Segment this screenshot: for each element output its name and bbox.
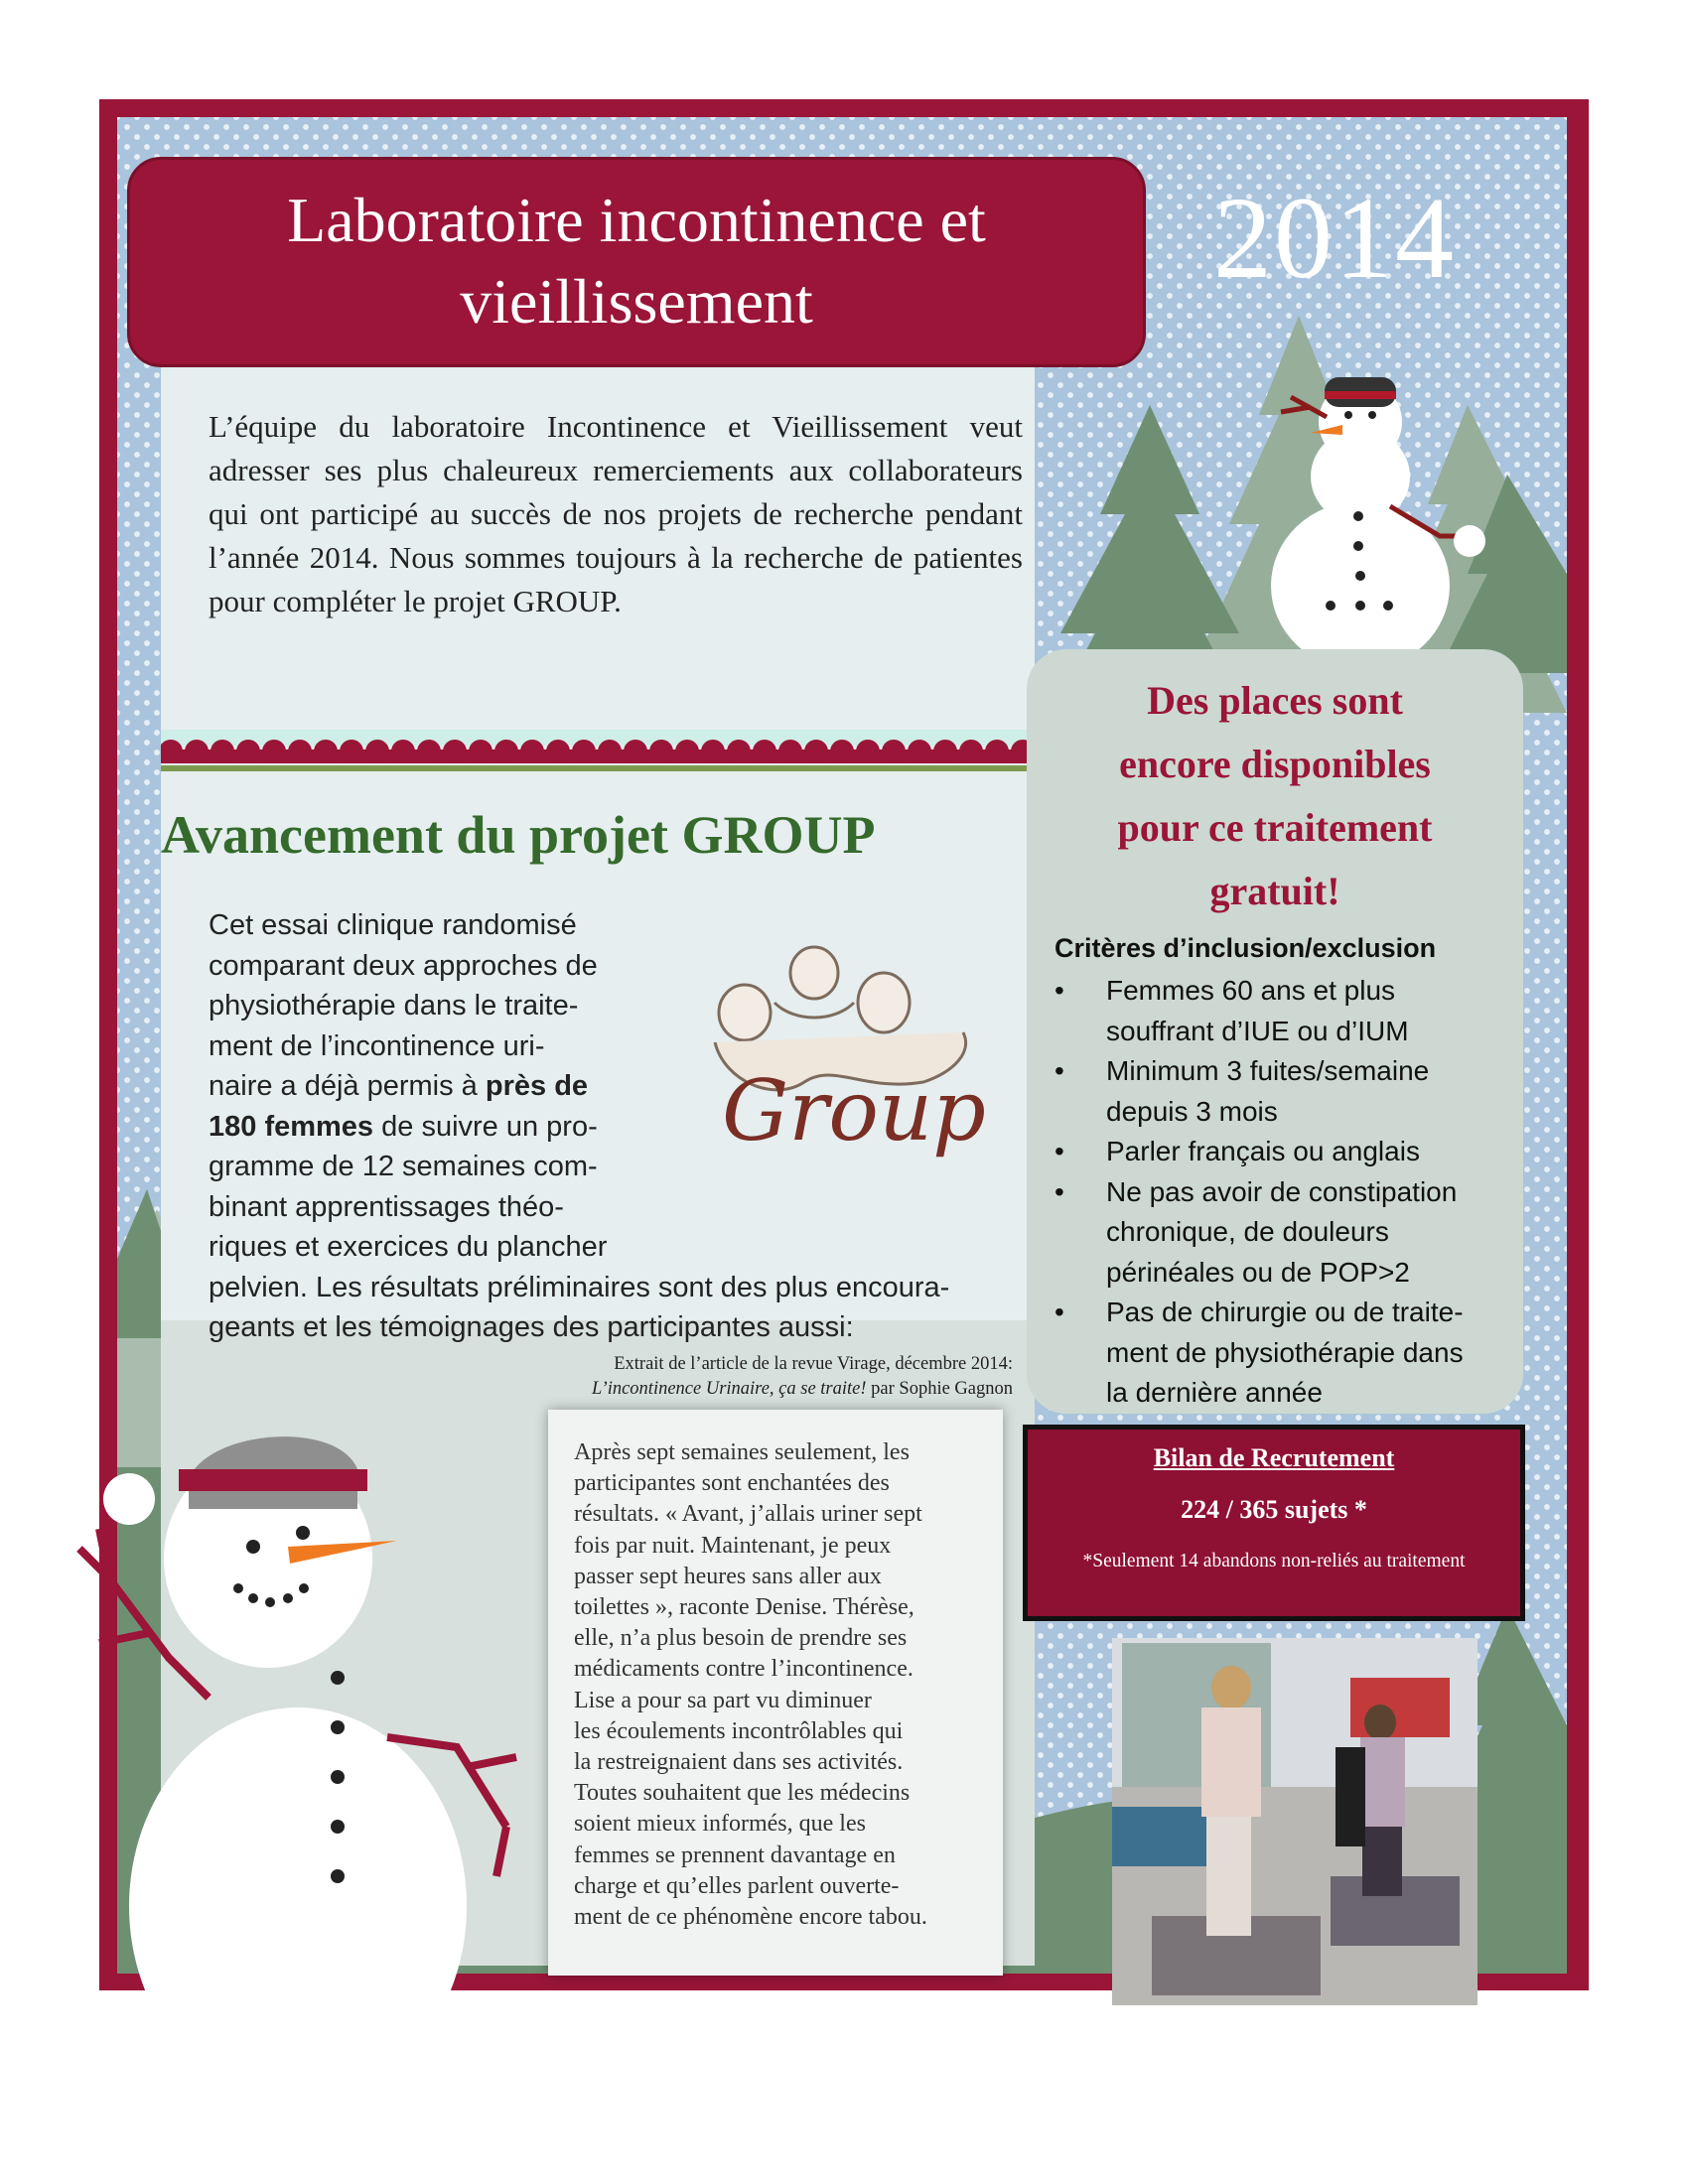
quote-line: Après sept semaines seulement, les: [574, 1439, 910, 1465]
recruitment-note: *Seulement 14 abandons non-reliés au traitement: [1082, 1551, 1466, 1571]
ribbon-scallop: [288, 740, 312, 763]
criteria-line: Minimum 3 fuites/semaine: [1106, 1055, 1430, 1086]
places-heading: [1027, 669, 1523, 923]
criteria-line: chronique, de douleurs: [1106, 1216, 1389, 1247]
extract-source: Extrait de l’article de la revue Virage, décembre 2014:: [614, 1354, 1013, 1374]
quote-line: charge et qu’elles parlent ouverte-: [574, 1872, 900, 1899]
recruitment-count: 224 / 365 sujets *: [1181, 1495, 1367, 1524]
recruitment-title: Bilan de Recrutement: [1153, 1443, 1395, 1472]
bullet: •: [1055, 1297, 1064, 1327]
ribbon-scallop: [391, 740, 415, 763]
quote-text: [574, 1437, 981, 1933]
ribbon-scallop: [985, 740, 1009, 763]
intro-paragraph: L’équipe du laboratoire Incontinence et Vieillissement veut adresser ses plus chaleureux remerciements aux collaborateurs qui ont participé au succès de nos projets de recherche pendant l’année 2014. Nous sommes toujours à la recherche de patientes pour compléter le projet GROUP.: [209, 409, 1023, 618]
section-body: [209, 905, 1025, 1348]
title-line-1: Laboratoire incontinence et: [287, 185, 986, 255]
body-line: geants et les témoignages des participantes aussi:: [209, 1311, 854, 1343]
criteria-line: Ne pas avoir de constipation: [1106, 1175, 1458, 1207]
body-line: comparant deux approches de: [209, 949, 598, 982]
extract-title: L’incontinence Urinaire, ça se traite!: [591, 1379, 867, 1399]
quote-line: les écoulements incontrôlables qui: [574, 1717, 904, 1744]
ribbon-scallop: [908, 740, 931, 763]
quote-line: Lise a pour sa part vu diminuer: [574, 1687, 872, 1713]
year-label: 2014: [1213, 173, 1456, 303]
quote-line: participantes sont enchantées des: [574, 1470, 890, 1497]
ribbon-scallop: [546, 740, 570, 763]
snowman-top-icon: [1231, 377, 1549, 655]
criteria-line: Femmes 60 ans et plus: [1106, 975, 1396, 1006]
ribbon-scallop: [340, 740, 363, 763]
ribbon-scallop: [649, 740, 673, 763]
body-bold: près de: [485, 1070, 589, 1102]
bullet: •: [1055, 1055, 1064, 1086]
ribbon-scallop: [211, 740, 234, 763]
body-line: [209, 1066, 1025, 1107]
ribbon-scallop: [417, 740, 441, 763]
criteria-line: ment de physiothérapie dans: [1106, 1336, 1464, 1368]
ribbon-scallop: [443, 740, 467, 763]
ribbon-scallop: [494, 740, 518, 763]
bullet: •: [1055, 975, 1064, 1006]
ribbon-scallop: [933, 740, 957, 763]
quote-line: ment de ce phénomène encore tabou.: [574, 1904, 927, 1931]
ribbon-scallop: [882, 740, 906, 763]
body-line: Cet essai clinique randomisé: [209, 909, 577, 941]
ribbon-scallop: [701, 740, 725, 763]
ribbon-scallop: [753, 740, 776, 763]
extract-title-line: [516, 1377, 1013, 1402]
body-line: physiothérapie dans le traite-: [209, 990, 579, 1022]
body-line: [209, 1107, 1025, 1148]
decorative-ribbon: [161, 730, 1035, 777]
criteria-item: [1055, 1293, 1521, 1414]
ribbon-scallop: [804, 740, 828, 763]
quote-line: passer sept heures sans aller aux: [574, 1563, 882, 1589]
ribbon-scallop: [236, 740, 260, 763]
quote-line: médicaments contre l’incontinence.: [574, 1656, 914, 1683]
ribbon-scallop: [572, 740, 596, 763]
criteria-line: Parler français ou anglais: [1106, 1136, 1420, 1166]
body-bold: 180 femmes: [209, 1110, 374, 1143]
group-logo-text: Group: [722, 1062, 986, 1160]
body-line: binant apprentissages théo-: [209, 1190, 564, 1223]
ribbon-scallop: [727, 740, 751, 763]
criteria-item: [1055, 971, 1521, 1051]
ribbon-scallop: [185, 740, 209, 763]
criteria-line: Pas de chirurgie ou de traite-: [1106, 1297, 1464, 1327]
title-line-2: vieillissement: [460, 266, 813, 337]
extract-author: par Sophie Gagnon: [866, 1379, 1013, 1399]
ribbon-scallop: [262, 740, 286, 763]
snowman-bottom-icon: [40, 1430, 556, 2025]
quote-line: elle, n’a plus besoin de prendre ses: [574, 1625, 908, 1652]
ribbon-scallop: [520, 740, 544, 763]
body-line: pelvien. Les résultats préliminaires sont des plus encoura-: [209, 1271, 950, 1303]
ribbon-scallop: [469, 740, 492, 763]
criteria-item: [1055, 1172, 1521, 1294]
criteria-line: la dernière année: [1106, 1377, 1323, 1408]
ribbon-scallop: [598, 740, 622, 763]
criteria-list: [1055, 971, 1521, 1414]
places-heading-line: Des places sont: [1147, 678, 1403, 723]
body-line-part: de suivre un pro-: [381, 1110, 598, 1143]
criteria-line: périnéales ou de POP>2: [1106, 1256, 1410, 1288]
criteria-line: depuis 3 mois: [1106, 1095, 1278, 1127]
body-line-part: naire a déjà permis à: [209, 1070, 486, 1102]
title-banner: [127, 157, 1146, 367]
criteria-item: [1055, 1051, 1521, 1132]
ribbon-scallop: [675, 740, 699, 763]
criteria-item: [1055, 1132, 1521, 1172]
body-line: gramme de 12 semaines com-: [209, 1151, 598, 1182]
ribbon-scallop: [624, 740, 647, 763]
quote-line: Toutes souhaitent que les médecins: [574, 1780, 911, 1807]
quote-line: femmes se prennent davantage en: [574, 1842, 896, 1868]
body-line: riques et exercices du plancher: [209, 1231, 608, 1263]
quote-line: fois par nuit. Maintenant, je peux: [574, 1532, 892, 1559]
recruitment-box: [1023, 1425, 1525, 1621]
places-heading-line: encore disponibles: [1119, 742, 1431, 786]
ribbon-scallop: [314, 740, 338, 763]
quote-line: résultats. « Avant, j’allais uriner sept: [574, 1501, 922, 1528]
extract-citation: [516, 1352, 1013, 1402]
quote-line: la restreignaient dans ses activités.: [574, 1749, 904, 1776]
ribbon-scallop: [856, 740, 880, 763]
criteria-line: souffrant d’IUE ou d’IUM: [1106, 1015, 1409, 1046]
section-heading: Avancement du projet GROUP: [161, 805, 876, 865]
ribbon-scallop: [830, 740, 854, 763]
criteria-title: Critères d’inclusion/exclusion: [1055, 933, 1437, 963]
places-heading-line: gratuit!: [1209, 869, 1340, 913]
ribbon-scallop: [778, 740, 802, 763]
bullet: •: [1055, 1136, 1064, 1166]
ribbon-scallop: [959, 740, 983, 763]
places-heading-line: pour ce traitement: [1117, 805, 1433, 850]
quote-line: soient mieux informés, que les: [574, 1811, 866, 1838]
exercise-photo: [1112, 1638, 1477, 2005]
body-line: ment de l’incontinence uri-: [209, 1029, 545, 1062]
quote-line: toilettes », raconte Denise. Thérèse,: [574, 1594, 914, 1621]
bullet: •: [1055, 1175, 1064, 1207]
ribbon-scallop: [365, 740, 389, 763]
